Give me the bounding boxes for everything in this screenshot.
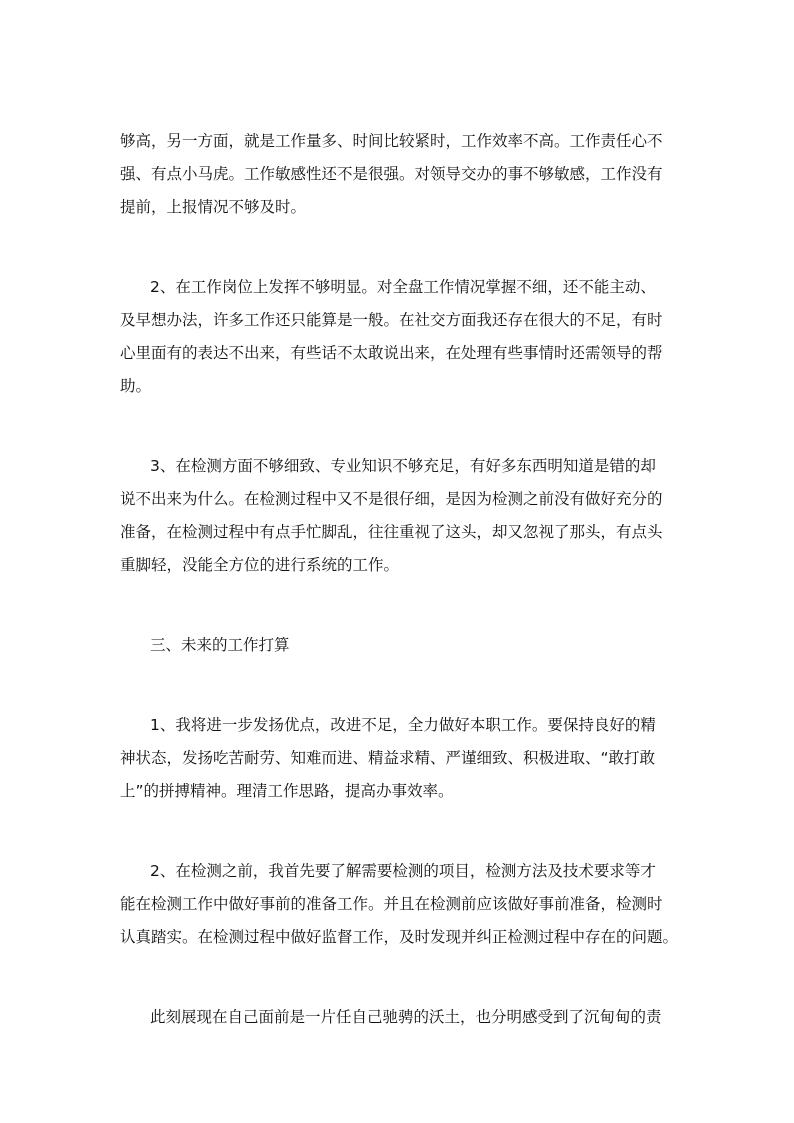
paragraph-line: 2、在检测之前，我首先要了解需要检测的项目，检测方法及技术要求等才 <box>150 862 656 880</box>
paragraph-line: 够高，另一方面，就是工作量多、时间比较紧时，工作效率不高。工作责任心不 <box>120 132 663 150</box>
paragraph-line: 2、在工作岗位上发挥不够明显。对全盘工作情况掌握不细，还不能主动、 <box>150 278 656 296</box>
paragraph-line: 助。 <box>120 377 152 395</box>
paragraph-line: 准备，在检测过程中有点手忙脚乱，往往重视了这头，却又忽视了那头，有点头 <box>120 523 663 541</box>
paragraph-line: 心里面有的表达不出来，有些话不太敢说出来，在处理有些事情时还需领导的帮 <box>120 344 663 362</box>
paragraph-line: 能在检测工作中做好事前的准备工作。并且在检测前应该做好事前准备，检测时 <box>120 895 663 913</box>
paragraph-line: 3、在检测方面不够细致、专业知识不够充足，有好多东西明知道是错的却 <box>150 457 656 475</box>
paragraph-line: 1、我将进一步发扬优点，改进不足，全力做好本职工作。要保持良好的精 <box>150 716 656 734</box>
paragraph-line: 重脚轻，没能全方位的进行系统的工作。 <box>120 556 400 574</box>
paragraph-line: 认真踏实。在检测过程中做好监督工作，及时发现并纠正检测过程中存在的问题。 <box>120 928 679 946</box>
paragraph-line: 提前，上报情况不够及时。 <box>120 198 307 216</box>
paragraph-line: 说不出来为什么。在检测过程中又不是很仔细，是因为检测之前没有做好充分的 <box>120 490 663 508</box>
paragraph-line: 上”的拼搏精神。理清工作思路，提高办事效率。 <box>120 782 454 800</box>
section-heading: 三、未来的工作打算 <box>150 636 290 654</box>
paragraph-line: 强、有点小马虎。工作敏感性还不是很强。对领导交办的事不够敏感，工作没有 <box>120 165 663 183</box>
paragraph-line: 及早想办法，许多工作还只能算是一般。在社交方面我还存在很大的不足，有时 <box>120 311 663 329</box>
paragraph-line: 此刻展现在自己面前是一片任自己驰骋的沃土，也分明感受到了沉甸甸的责 <box>150 1008 662 1026</box>
paragraph-line: 神状态，发扬吃苦耐劳、知难而进、精益求精、严谨细致、积极进取、“敢打敢 <box>120 749 656 767</box>
